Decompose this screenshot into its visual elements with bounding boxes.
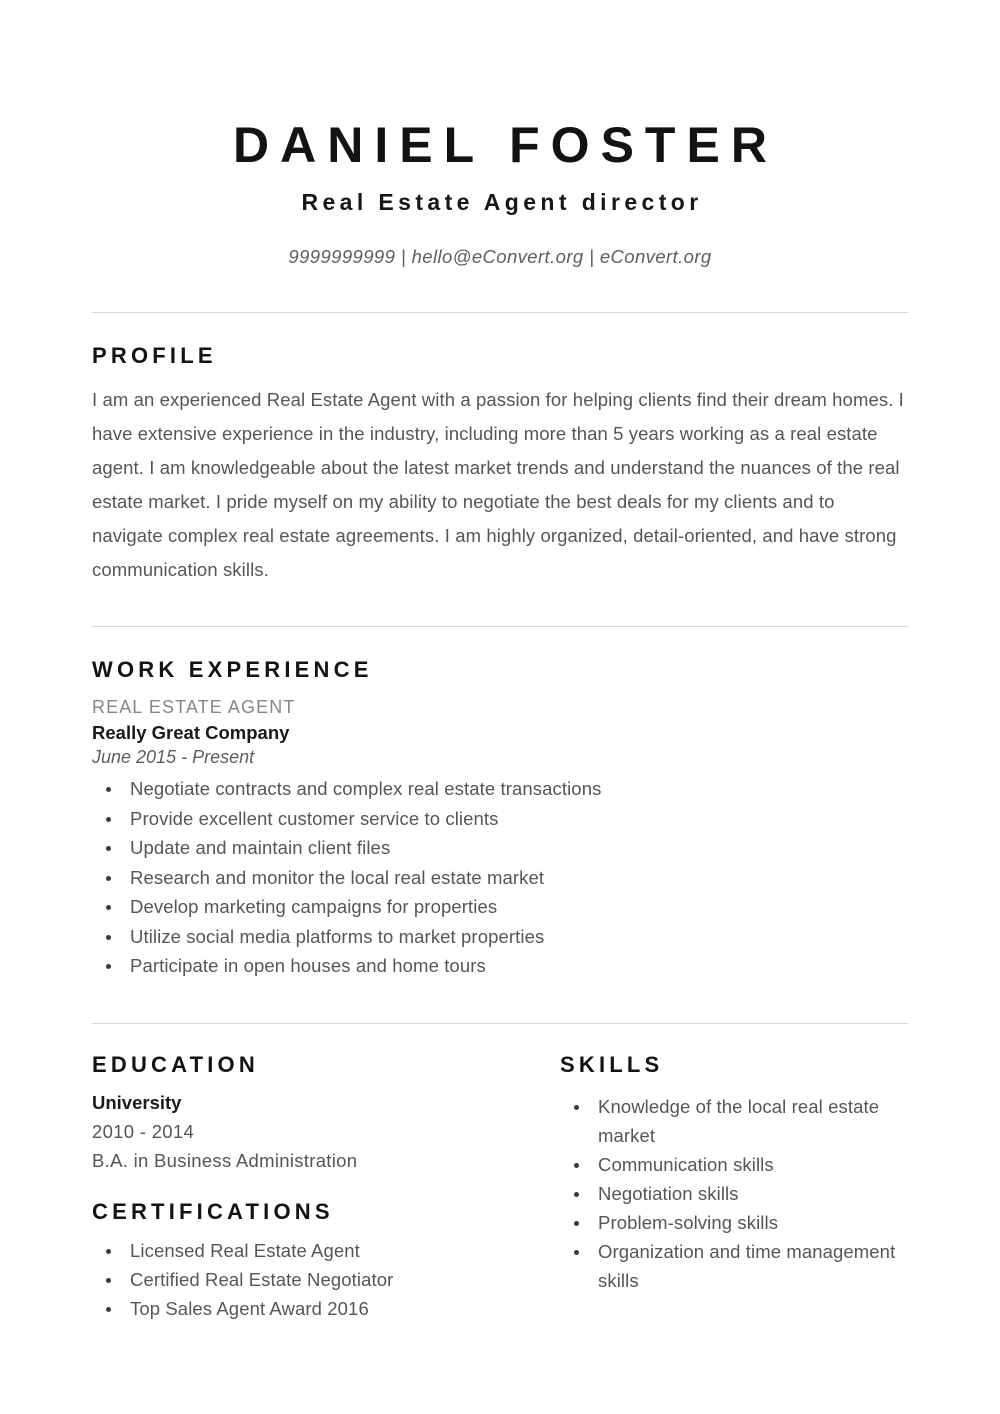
profile-section [92, 313, 908, 587]
list-item: Problem-solving skills [560, 1208, 908, 1237]
list-item: Negotiation skills [560, 1179, 908, 1208]
list-item: Organization and time management skills [560, 1237, 908, 1295]
candidate-name: DANIEL FOSTER [233, 117, 778, 173]
education-years: 2010 - 2014 [92, 1121, 195, 1142]
resume-header [92, 0, 908, 268]
job-company: Really Great Company [92, 722, 290, 743]
list-item: Certified Real Estate Negotiator [92, 1265, 547, 1294]
certifications-list [92, 1236, 547, 1323]
education-school: University [92, 1092, 182, 1113]
list-item: Develop marketing campaigns for properties [92, 892, 908, 921]
skills-column [547, 1052, 908, 1323]
profile-heading: PROFILE [92, 343, 217, 368]
list-item: Utilize social media platforms to market properties [92, 922, 908, 951]
list-item: Knowledge of the local real estate market [560, 1092, 908, 1150]
skills-list [560, 1092, 908, 1295]
education-section [92, 1052, 547, 1175]
education-column [92, 1052, 547, 1323]
candidate-job-title: Real Estate Agent director [301, 189, 703, 215]
certifications-heading: CERTIFICATIONS [92, 1199, 334, 1224]
list-item: Licensed Real Estate Agent [92, 1236, 547, 1265]
list-item: Update and maintain client files [92, 833, 908, 862]
list-item: Communication skills [560, 1150, 908, 1179]
profile-text: I am an experienced Real Estate Agent with a passion for helping clients find their dream homes. I have extensive experience in the industry, including more than 5 years working as a real estate agent. I am knowledgeable about the latest market trends and understand the nuances of the real estate market. I pride myself on my ability to negotiate the best deals for my clients and to navigate complex real estate agreements. I am highly organized, detail-oriented, and have strong communication skills. [92, 389, 904, 580]
education-degree: B.A. in Business Administration [92, 1150, 358, 1171]
bottom-columns [92, 1024, 908, 1323]
work-experience-heading: WORK EXPERIENCE [92, 657, 373, 682]
skills-heading: SKILLS [560, 1052, 664, 1077]
list-item: Top Sales Agent Award 2016 [92, 1294, 547, 1323]
job-date-range: June 2015 - Present [92, 747, 255, 767]
work-bullet-list [92, 774, 908, 980]
list-item: Participate in open houses and home tours [92, 951, 908, 980]
list-item: Provide excellent customer service to clients [92, 804, 908, 833]
list-item: Negotiate contracts and complex real estate transactions [92, 774, 908, 803]
education-heading: EDUCATION [92, 1052, 259, 1077]
job-role: REAL ESTATE AGENT [92, 697, 296, 717]
contact-line: 9999999999 | hello@eConvert.org | eConvert.org [288, 246, 712, 267]
list-item: Research and monitor the local real estate market [92, 863, 908, 892]
work-experience-section [92, 627, 908, 980]
certifications-section [92, 1175, 547, 1323]
